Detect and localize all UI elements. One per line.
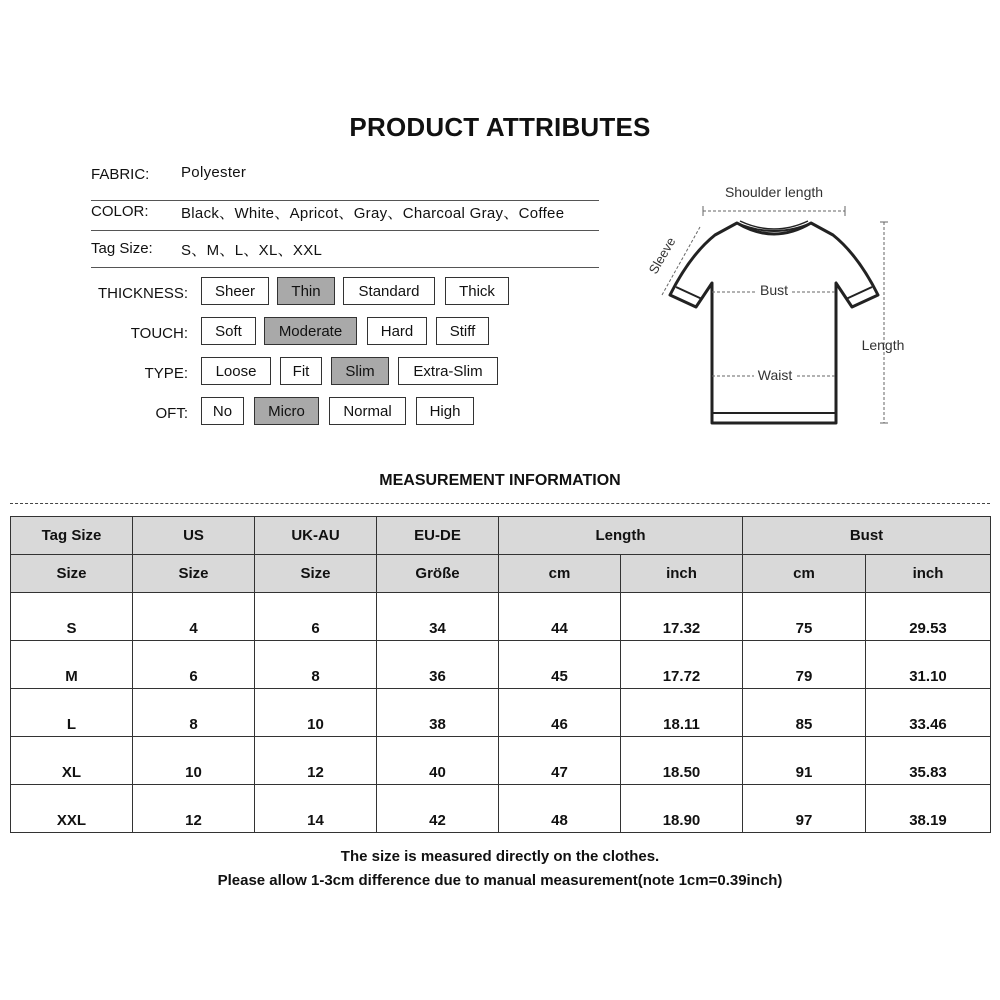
- note-line-2: Please allow 1-3cm difference due to manual measurement(note 1cm=0.39inch): [217, 872, 783, 889]
- table-cell: S: [11, 593, 133, 641]
- size-table: [10, 516, 991, 833]
- touch-moderate: Moderate: [264, 317, 357, 345]
- oft-micro: Micro: [254, 397, 319, 425]
- bust-label: Bust: [759, 282, 789, 298]
- table-cell: 75: [743, 593, 866, 641]
- header-cell: Size: [11, 555, 133, 593]
- oft-no: No: [201, 397, 244, 425]
- table-cell: 47: [499, 737, 621, 785]
- table-cell: 12: [133, 785, 255, 833]
- table-cell: XXL: [11, 785, 133, 833]
- table-cell: 40: [377, 737, 499, 785]
- header-cell: Size: [133, 555, 255, 593]
- table-subheader-row: [11, 555, 991, 593]
- touch-stiff: Stiff: [436, 317, 489, 345]
- measurement-title: MEASUREMENT INFORMATION: [379, 472, 621, 489]
- table-cell: 18.90: [621, 785, 743, 833]
- thickness-label: THICKNESS:: [97, 285, 188, 302]
- color-value: Black、White、Apricot、Gray、Charcoal Gray、Coffee: [181, 205, 565, 222]
- sleeve-label: Sleeve: [645, 234, 679, 277]
- type-loose: Loose: [201, 357, 271, 385]
- oft-normal: Normal: [329, 397, 406, 425]
- fabric-row: [91, 164, 599, 201]
- table-row: [11, 593, 991, 641]
- touch-hard: Hard: [367, 317, 427, 345]
- table-cell: L: [11, 689, 133, 737]
- length-label: Length: [861, 337, 905, 353]
- tag-size-label: Tag Size:: [91, 240, 153, 257]
- thickness-thick: Thick: [445, 277, 509, 305]
- table-cell: 97: [743, 785, 866, 833]
- touch-soft: Soft: [201, 317, 256, 345]
- table-cell: 10: [133, 737, 255, 785]
- oft-label: OFT:: [155, 405, 188, 422]
- table-cell: XL: [11, 737, 133, 785]
- table-cell: 14: [255, 785, 377, 833]
- table-row: [11, 785, 991, 833]
- header-cell: Tag Size: [11, 517, 133, 555]
- table-cell: 10: [255, 689, 377, 737]
- color-label: COLOR:: [91, 203, 149, 220]
- type-label: TYPE:: [144, 365, 188, 382]
- table-cell: 38.19: [866, 785, 991, 833]
- tshirt-diagram: [640, 175, 920, 435]
- table-cell: 31.10: [866, 641, 991, 689]
- header-cell: cm: [499, 555, 621, 593]
- table-cell: 48: [499, 785, 621, 833]
- oft-high: High: [416, 397, 474, 425]
- table-cell: 79: [743, 641, 866, 689]
- table-cell: 17.32: [621, 593, 743, 641]
- table-cell: 85: [743, 689, 866, 737]
- table-cell: M: [11, 641, 133, 689]
- type-extra-slim: Extra-Slim: [398, 357, 498, 385]
- table-row: [11, 737, 991, 785]
- waist-label: Waist: [757, 367, 793, 383]
- table-cell: 35.83: [866, 737, 991, 785]
- color-row: [91, 201, 599, 231]
- header-cell: Größe: [377, 555, 499, 593]
- thickness-standard: Standard: [343, 277, 435, 305]
- note-line-1: The size is measured directly on the clothes.: [340, 848, 660, 865]
- thickness-sheer: Sheer: [201, 277, 269, 305]
- table-cell: 17.72: [621, 641, 743, 689]
- table-cell: 12: [255, 737, 377, 785]
- table-cell: 18.50: [621, 737, 743, 785]
- header-cell: inch: [866, 555, 991, 593]
- header-cell: inch: [621, 555, 743, 593]
- dashed-divider: [10, 503, 990, 504]
- table-cell: 6: [133, 641, 255, 689]
- page-title: PRODUCT ATTRIBUTES: [349, 112, 651, 142]
- table-cell: 8: [255, 641, 377, 689]
- table-cell: 18.11: [621, 689, 743, 737]
- header-cell: US: [133, 517, 255, 555]
- table-row: [11, 689, 991, 737]
- table-cell: 42: [377, 785, 499, 833]
- fabric-value: Polyester: [181, 164, 247, 181]
- table-cell: 91: [743, 737, 866, 785]
- header-cell: cm: [743, 555, 866, 593]
- header-cell: Size: [255, 555, 377, 593]
- table-row: [11, 641, 991, 689]
- table-cell: 44: [499, 593, 621, 641]
- table-cell: 46: [499, 689, 621, 737]
- thickness-thin: Thin: [277, 277, 335, 305]
- header-cell: EU-DE: [377, 517, 499, 555]
- header-cell: Bust: [743, 517, 991, 555]
- header-cell: Length: [499, 517, 743, 555]
- table-cell: 29.53: [866, 593, 991, 641]
- table-cell: 4: [133, 593, 255, 641]
- tshirt-outline: [670, 223, 878, 423]
- tag-size-row: [91, 238, 599, 268]
- header-cell: UK-AU: [255, 517, 377, 555]
- table-cell: 38: [377, 689, 499, 737]
- table-cell: 36: [377, 641, 499, 689]
- type-fit: Fit: [280, 357, 322, 385]
- type-slim: Slim: [331, 357, 389, 385]
- table-cell: 6: [255, 593, 377, 641]
- table-cell: 8: [133, 689, 255, 737]
- touch-label: TOUCH:: [130, 325, 188, 342]
- fabric-label: FABRIC:: [91, 166, 150, 183]
- table-cell: 34: [377, 593, 499, 641]
- table-header-row: [11, 517, 991, 555]
- shoulder-length-label: Shoulder length: [724, 184, 824, 200]
- tag-size-value: S、M、L、XL、XXL: [181, 242, 323, 259]
- table-cell: 33.46: [866, 689, 991, 737]
- table-cell: 45: [499, 641, 621, 689]
